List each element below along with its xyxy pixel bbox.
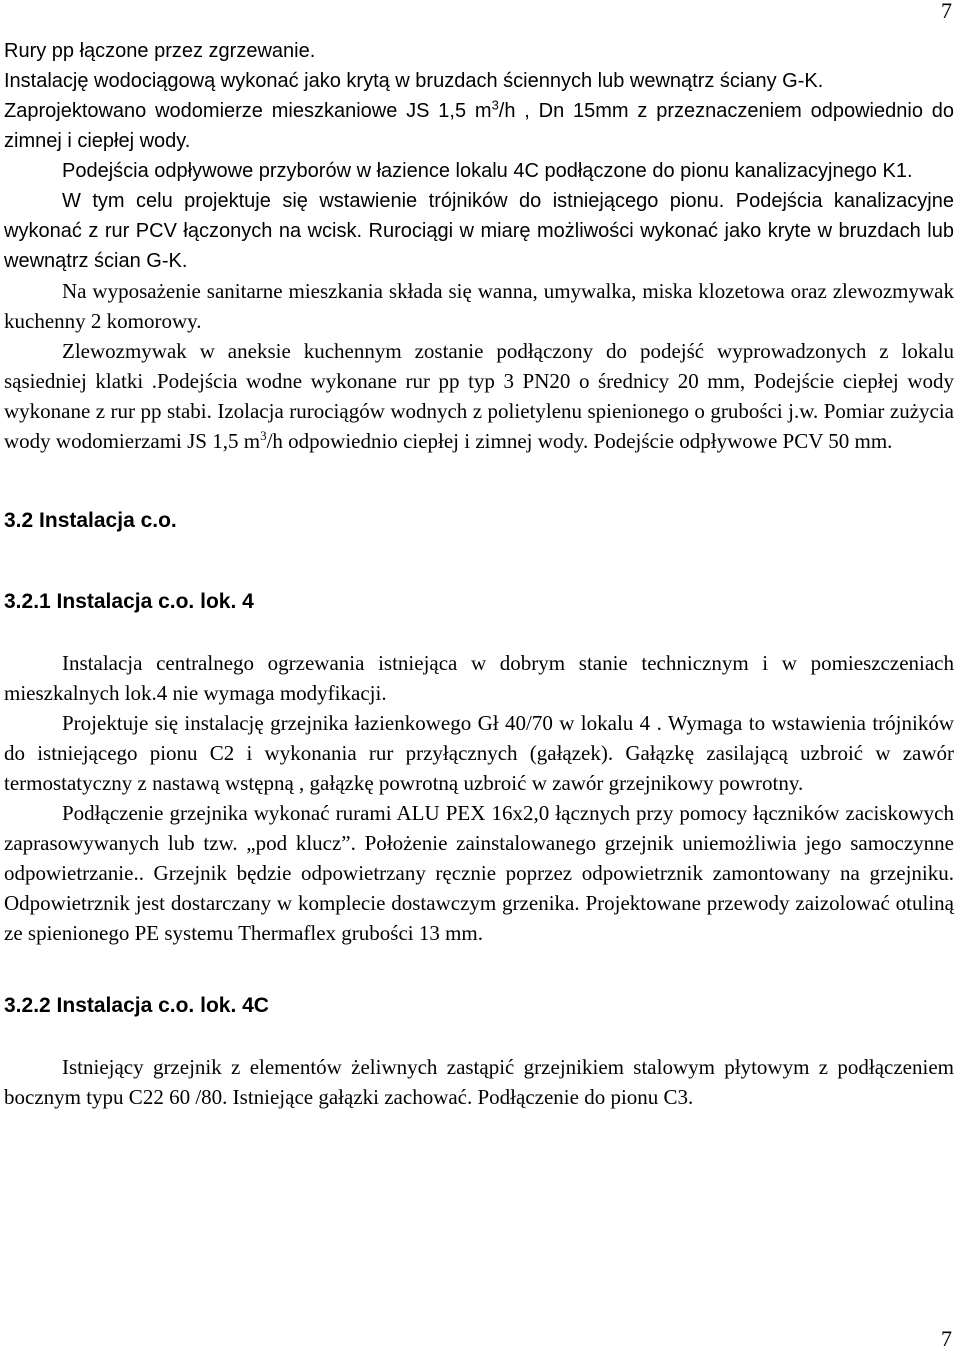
section-heading-3-2-2: 3.2.2 Instalacja c.o. lok. 4C [4, 994, 269, 1017]
paragraph-co-radiator: Projektuje się instalację grzejnika łazienkowego Gł 40/70 w lokalu 4 . Wymaga to wstawienia trójników do istniejącego pionu C2 i wykonania rur przyłącznych (gałązek). Gałązkę zasilającą uzbroić w zawór termostatyczny z nastawą wstępną , gałązkę powrotną uzbroić w zawór grzejnikowy powrotny. [4, 711, 954, 795]
section-heading-3-2-1: 3.2.1 Instalacja c.o. lok. 4 [4, 590, 254, 613]
paragraph-sink: Zlewozmywak w aneksie kuchennym zostanie podłączony do podejść wyprowadzonych z lokalu sąsiedniej klatki .Podejścia wodne wykonane rur pp typ 3 PN20 o średnicy 20 mm, Podejście ciepłej wody wykonane z rur pp stabi. Izolacja rurociągów wodnych z polietylenu spienionego o grubości j.w. Pomiar zużycia wody wodomierzami JS 1,5 $m^3/h$ odpowiednio ciepłej i zimnej wody. Podejście odpływowe PCV 50 mm. [4, 339, 954, 453]
paragraph-co-existing: Instalacja centralnego ogrzewania istniejąca w dobrym stanie technicznym i w pomieszczeniach mieszkalnych lok.4 nie wymaga modyfikacji. [4, 651, 954, 705]
document-body [4, 36, 954, 1112]
paragraph-sanitary-equipment: Na wyposażenie sanitarne mieszkania składa się wanna, umywalka, miska klozetowa oraz zlewozmywak kuchenny 2 komorowy. [4, 279, 954, 333]
paragraph-tees: W tym celu projektuje się wstawienie trójników do istniejącego pionu. Podejścia kanalizacyjne wykonać z rur PCV łączonych na wcisk. Rurociągi w miarę możliwości wykonać jako kryte w bruzdach lub wewnątrz ścian G-K. [4, 190, 954, 272]
paragraph-pipes: Rury pp łączone przez zgrzewanie. [4, 40, 316, 62]
paragraph-co-4c: Istniejący grzejnik z elementów żeliwnych zastąpić grzejnikiem stalowym płytowym z podłączeniem bocznym typu C22 60 /80. Istniejące gałązki zachować. Podłączenie do pionu C3. [4, 1055, 954, 1109]
paragraph-co-connection: Podłączenie grzejnika wykonać rurami ALU PEX 16x2,0 łącznych przy pomocy łączników zaciskowych zaprasowywanych lub tzw. „pod klucz”. Położenie zainstalowanego grzejnik uniemożliwia jego samoczynne odpowietrzanie.. Grzejnik będzie odpowietrzany ręcznie poprzez odpowietrznik zamontowany na grzejniku. Odpowietrznik jest dostarczany w komplecie dostawczym grzenika. Projektowane przewody zaizolować otuliną ze spienionego PE systemu Thermaflex grubości 13 mm. [4, 801, 954, 945]
paragraph-water-installation: Instalację wodociągową wykonać jako krytą w bruzdach ściennych lub wewnątrz ściany G-K. [4, 70, 824, 92]
page-number-top: 7 [941, 0, 952, 23]
section-heading-3-2: 3.2 Instalacja c.o. [4, 509, 177, 532]
page-number-bottom: 7 [941, 1326, 952, 1351]
paragraph-water-meters: Zaprojektowano wodomierze mieszkaniowe JS 1,5 $m^3/h$ , Dn 15mm z przeznaczeniem odpowiednio do zimnej i ciepłej wody. [4, 97, 954, 152]
paragraph-drain-connections: Podejścia odpływowe przyborów w łazience lokalu 4C podłączone do pionu kanalizacyjnego K1. [62, 160, 913, 182]
